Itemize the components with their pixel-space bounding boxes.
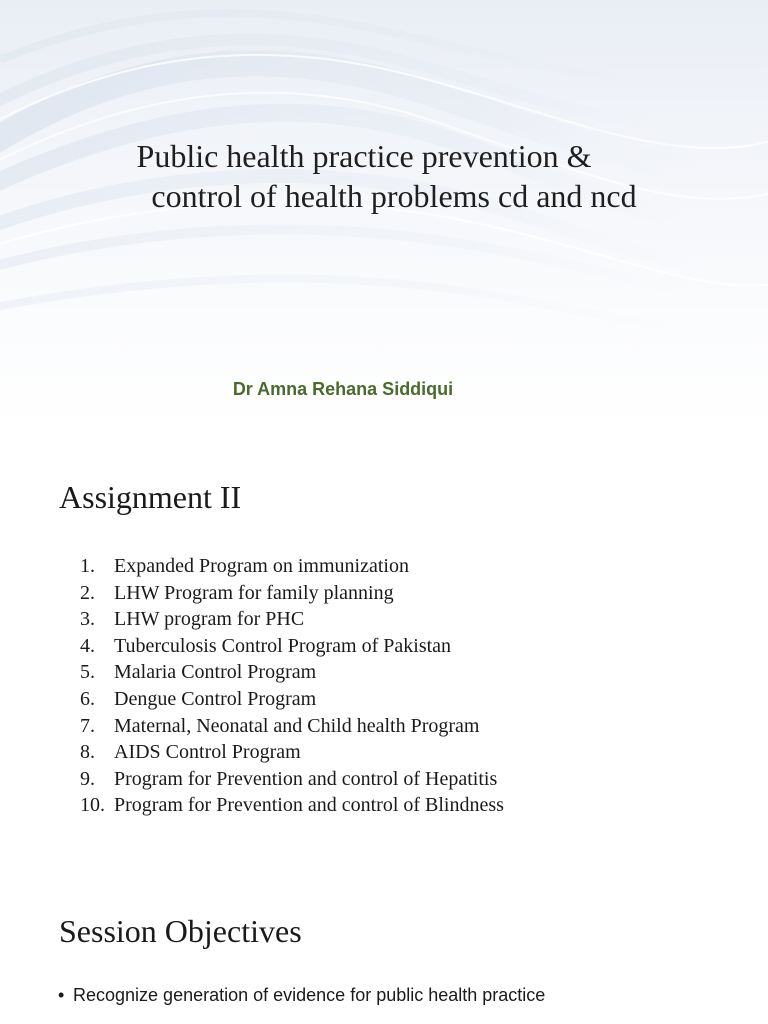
assignment-heading: Assignment II: [59, 479, 242, 515]
list-item-number: 2.: [80, 581, 95, 604]
list-item: [80, 766, 504, 793]
list-item-number: 3.: [80, 608, 95, 631]
wave-background-decoration: [0, 0, 768, 432]
list-item-text: Recognize generation of evidence for public health practice: [73, 985, 546, 1005]
objectives-heading: Session Objectives: [59, 913, 302, 949]
title-slide: [0, 0, 768, 432]
title-line-2: control of health problems cd and ncd: [151, 178, 637, 214]
list-item-number: 6.: [80, 687, 95, 710]
list-item-text: LHW Program for family planning: [114, 581, 394, 604]
list-item: [80, 606, 504, 633]
bullet-dot-icon: •: [58, 985, 65, 1005]
list-item-text: Tuberculosis Control Program of Pakistan: [114, 634, 452, 657]
list-item: [80, 792, 504, 819]
list-item: [80, 739, 504, 766]
list-item-text: Malaria Control Program: [114, 661, 317, 684]
list-item-text: Maternal, Neonatal and Child health Program: [114, 714, 480, 737]
list-item-number: 4.: [80, 634, 95, 657]
list-item: [80, 713, 504, 740]
list-item: [80, 659, 504, 686]
list-item-text: Program for Prevention and control of Blindness: [114, 794, 504, 817]
author-name: Dr Amna Rehana Siddiqui: [232, 379, 454, 399]
presentation-title: [0, 136, 768, 216]
list-item-text: LHW program for PHC: [114, 608, 305, 631]
objectives-slide: [0, 864, 768, 1024]
list-item-text: Program for Prevention and control of Hepatitis: [114, 767, 498, 790]
list-item: [80, 553, 504, 580]
list-item-text: AIDS Control Program: [114, 741, 301, 764]
list-item-number: 7.: [80, 714, 95, 737]
list-item: [80, 686, 504, 713]
list-item-number: 1.: [80, 555, 95, 577]
list-item: [58, 982, 545, 1008]
list-item-number: 8.: [80, 741, 95, 764]
program-list: [80, 553, 504, 819]
list-item-number: 10.: [80, 794, 105, 817]
objectives-list: [58, 982, 545, 1008]
list-item: [80, 580, 504, 607]
list-item-number: 5.: [80, 661, 95, 684]
list-item-text: Expanded Program on immunization: [114, 555, 409, 577]
assignment-slide: [0, 432, 768, 864]
title-line-1: Public health practice prevention &: [136, 138, 592, 174]
list-item-number: 9.: [80, 767, 95, 790]
list-item: [80, 633, 504, 660]
list-item-text: Dengue Control Program: [114, 687, 317, 710]
